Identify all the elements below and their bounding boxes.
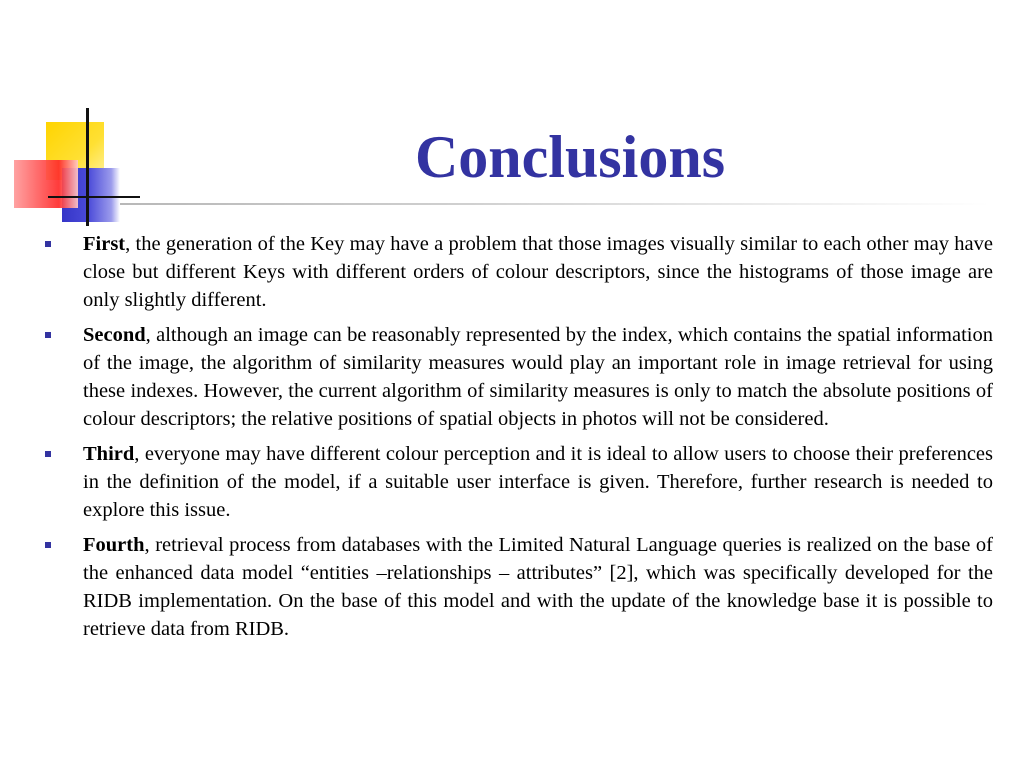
bullet-lead: Third — [83, 443, 135, 465]
bullet-list — [45, 230, 993, 650]
bullet-lead: Second — [83, 324, 146, 346]
bullet-text: , retrieval process from databases with the Limited Natural Language queries is realized on the base of the enhanced data model “entities –relationships – attributes” [2], which was specifically developed for the RIDB implementation. On the base of this model and with the update of the knowledge base it is possible to retrieve data from RIDB. — [83, 534, 993, 640]
bullet-lead: Fourth — [83, 534, 145, 556]
bullet-lead: First — [83, 233, 126, 255]
bullet-text: , everyone may have different colour perception and it is ideal to allow users to choose their preferences in the definition of the model, if a suitable user interface is given. Therefore, further research is needed to explore this issue. — [83, 443, 993, 521]
horizontal-line-decoration — [48, 196, 140, 198]
bullet-text: , although an image can be reasonably represented by the index, which contains the spatial information of the image, the algorithm of similarity measures would play an important role in image retrieval for using these indexes. However, the current algorithm of similarity measures is only to match the absolute positions of colour descriptors; the relative positions of spatial objects in photos will not be considered. — [83, 324, 993, 430]
bullet-item-first — [45, 230, 993, 314]
square-bullet-icon — [45, 332, 51, 338]
title-underline — [120, 203, 990, 205]
bullet-item-fourth — [45, 531, 993, 643]
bullet-item-third — [45, 440, 993, 524]
square-bullet-icon — [45, 451, 51, 457]
red-square-decoration — [14, 160, 78, 208]
square-bullet-icon — [45, 241, 51, 247]
bullet-text: , the generation of the Key may have a problem that those images visually similar to each other may have close but different Keys with different orders of colour descriptors, since the histograms of those image are only slightly different. — [83, 233, 993, 311]
slide-title: Conclusions — [414, 124, 726, 190]
vertical-line-decoration — [86, 108, 89, 226]
square-bullet-icon — [45, 542, 51, 548]
bullet-item-second — [45, 321, 993, 433]
